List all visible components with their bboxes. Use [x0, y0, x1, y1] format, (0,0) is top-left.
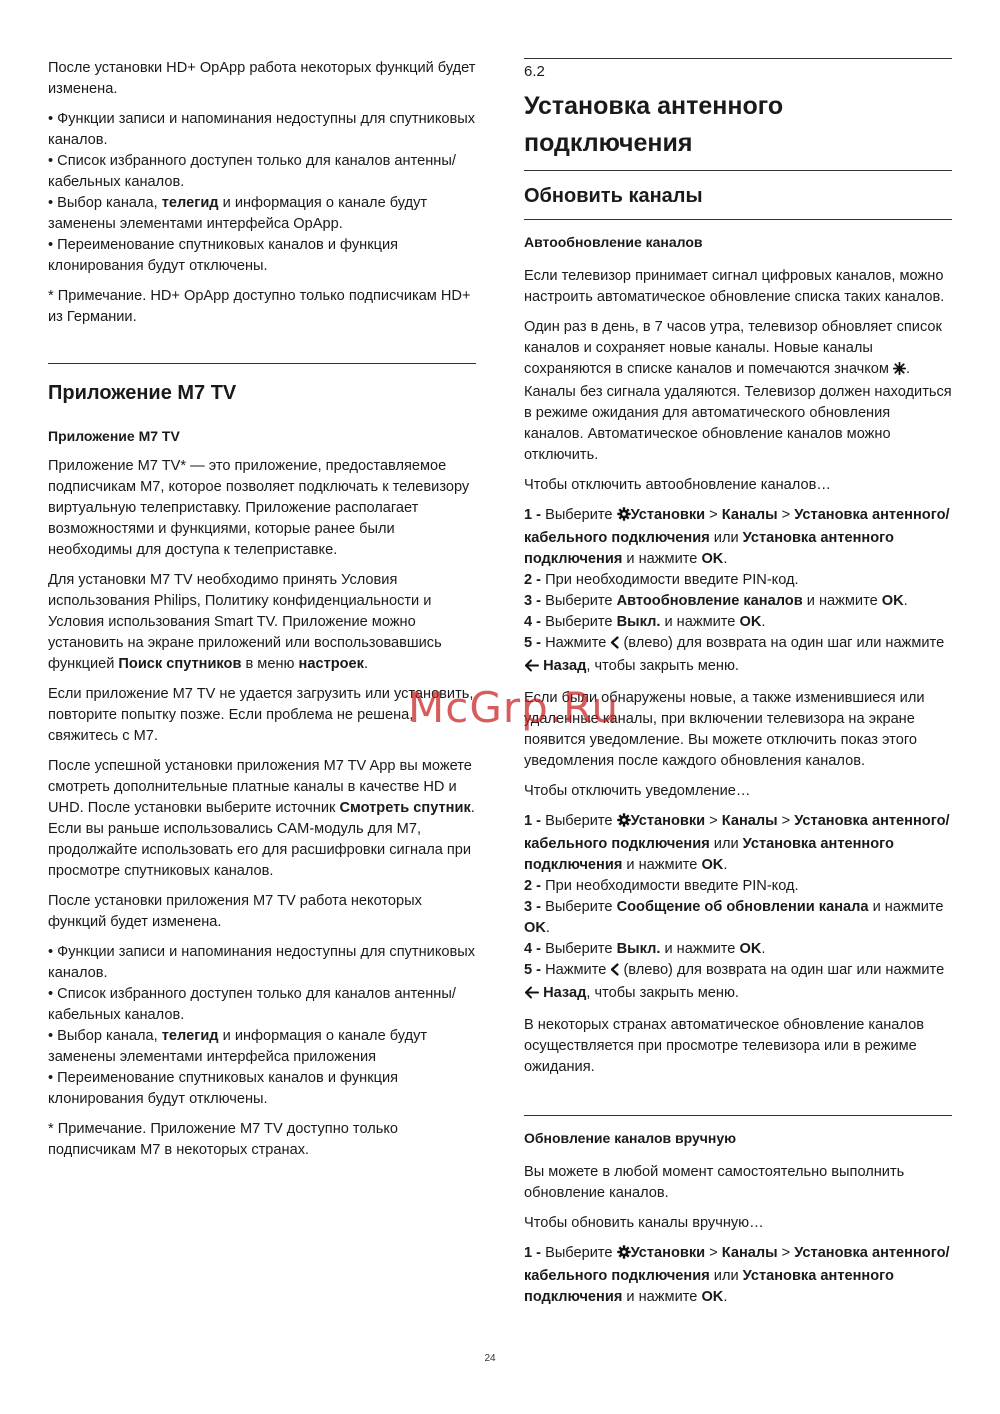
list-item: 4 - Выберите Выкл. и нажмите OK. [524, 614, 766, 630]
list-item: 2 - При необходимости введите PIN-код. [524, 572, 799, 588]
m7-section-heading: Приложение M7 TV [48, 382, 237, 404]
list-item: • Функции записи и напоминания недоступны для спутниковых каналов. [48, 111, 476, 148]
m7-feature-list [48, 942, 476, 1110]
back-arrow-icon [524, 985, 539, 1006]
gear-icon [617, 507, 631, 528]
m7-subheading: Приложение M7 TV [48, 428, 180, 444]
gear-icon [617, 1245, 631, 1266]
notify-paragraph-1: Если были обнаружены новые, а также изменившиеся или удаленные каналы, при включении телевизора на экране появится уведомление. Вы можете отключить показ этого уведомления после каждого обновления каналов. [524, 690, 925, 769]
chapter-top-rule [524, 58, 952, 59]
m7-note: * Примечание. Приложение M7 TV доступно только подписчикам M7 в некоторых странах. [48, 1121, 399, 1158]
hdp-note: * Примечание. HD+ OpApp доступно только подписчикам HD+ из Германии. [48, 288, 471, 325]
auto-paragraph-1: Если телевизор принимает сигнал цифровых каналов, можно настроить автоматическое обновление списка таких каналов. [524, 268, 945, 305]
manual-steps [524, 1243, 952, 1308]
list-item: 4 - Выберите Выкл. и нажмите OK. [524, 941, 766, 957]
list-item: • Переименование спутниковых каналов и функция клонирования будут отключены. [48, 1070, 399, 1107]
m7-paragraph-5: После установки приложения M7 TV работа некоторых функций будет изменена. [48, 893, 422, 930]
back-arrow-icon [524, 658, 539, 679]
watermark: McGrp.Ru [408, 683, 620, 732]
list-item: • Выбор канала, телегид и информация о канале будут заменены элементами интерфейса приложения [48, 1028, 428, 1065]
auto-paragraph-3: Чтобы отключить автообновление каналов… [524, 477, 831, 493]
section-title: Обновить каналы [524, 185, 703, 207]
list-item: • Список избранного доступен только для каналов антенны/кабельных каналов. [48, 986, 456, 1023]
manual-paragraph-1: Вы можете в любой момент самостоятельно выполнить обновление каналов. [524, 1164, 905, 1201]
list-item: 5 - Нажмите (влево) для возврата на один шаг или нажмите Назад, чтобы закрыть меню. [524, 633, 952, 679]
page-number: 24 [484, 1353, 496, 1364]
auto-final-paragraph: В некоторых странах автоматическое обновление каналов осуществляется при просмотре телевизора или в режиме ожидания. [524, 1017, 924, 1075]
section-divider [48, 363, 476, 364]
m7-paragraph-4: После успешной установки приложения M7 TV App вы можете смотреть дополнительные платные каналы в качестве HD и UHD. После установки выберите источник Смотреть спутник. Если вы раньше использовались CAM-модуль для M7, продолжайте использовать его для расшифровки сигнала при просмотре спутниковых каналов. [48, 758, 475, 879]
list-item: 1 - Выберите Установки > Каналы > Установка антенного/кабельного подключения или Установка антенного подключения и нажмите OK. [524, 813, 950, 873]
chapter-number: 6.2 [524, 63, 545, 80]
m7-paragraph-1: Приложение M7 TV* — это приложение, предоставляемое подписчикам M7, которое позволяет подключать к телевизору виртуальную телеприставку. Приложение располагает возможностями и функциями, которые ранее были необходимы для доступа к телеприставке. [48, 458, 470, 558]
hdp-intro: После установки HD+ OpApp работа некоторых функций будет изменена. [48, 60, 476, 97]
disable-auto-steps [524, 505, 952, 679]
auto-paragraph-2: Один раз в день, в 7 часов утра, телевизор обновляет список каналов и сохраняет новые каналы. Новые каналы сохраняются в списке каналов и помечаются значком . Каналы без сигнала удаляются. Телевизор должен находиться в режиме ожидания для автоматического обновления каналов. Автоматическое обновление каналов можно отключить. [524, 319, 952, 463]
manual-paragraph-2: Чтобы обновить каналы вручную… [524, 1215, 764, 1231]
left-column [48, 58, 476, 1170]
disable-notify-steps [524, 811, 952, 1006]
hdp-feature-list [48, 109, 476, 277]
gear-icon [617, 813, 631, 834]
list-item: • Функции записи и напоминания недоступны для спутниковых каналов. [48, 944, 476, 981]
list-item: 3 - Выберите Автообновление каналов и нажмите OK. [524, 593, 908, 609]
list-item: • Список избранного доступен только для каналов антенны/кабельных каналов. [48, 153, 456, 190]
list-item: 3 - Выберите Сообщение об обновлении канала и нажмите OK. [524, 899, 944, 936]
chapter-title: Установка антенного подключения [524, 92, 784, 157]
auto-update-heading: Автообновление каналов [524, 234, 703, 250]
list-item: 1 - Выберите Установки > Каналы > Установка антенного/кабельного подключения или Установка антенного подключения и нажмите OK. [524, 507, 950, 567]
m7-paragraph-3: Если приложение M7 TV не удается загрузить или установить, повторите попытку позже. Если проблема не решена, свяжитесь с M7. [48, 686, 474, 744]
list-item: 5 - Нажмите (влево) для возврата на один шаг или нажмите Назад, чтобы закрыть меню. [524, 960, 952, 1006]
list-item: 1 - Выберите Установки > Каналы > Установка антенного/кабельного подключения или Установка антенного подключения и нажмите OK. [524, 1245, 950, 1305]
right-column [524, 58, 952, 1317]
m7-paragraph-2: Для установки M7 TV необходимо принять Условия использования Philips, Политику конфиденциальности и Условия использования Smart TV. Приложение можно установить на экране приложений или воспользовавшись функцией Поиск спутников в меню настроек. [48, 572, 442, 672]
list-item: • Выбор канала, телегид и информация о канале будут заменены элементами интерфейса OpApp. [48, 195, 428, 232]
chapter-bottom-rule [524, 170, 952, 171]
notify-paragraph-2: Чтобы отключить уведомление… [524, 783, 751, 799]
list-item: • Переименование спутниковых каналов и функция клонирования будут отключены. [48, 237, 399, 274]
star-icon [893, 361, 906, 382]
manual-update-heading: Обновление каналов вручную [524, 1130, 737, 1146]
list-item: 2 - При необходимости введите PIN-код. [524, 878, 799, 894]
